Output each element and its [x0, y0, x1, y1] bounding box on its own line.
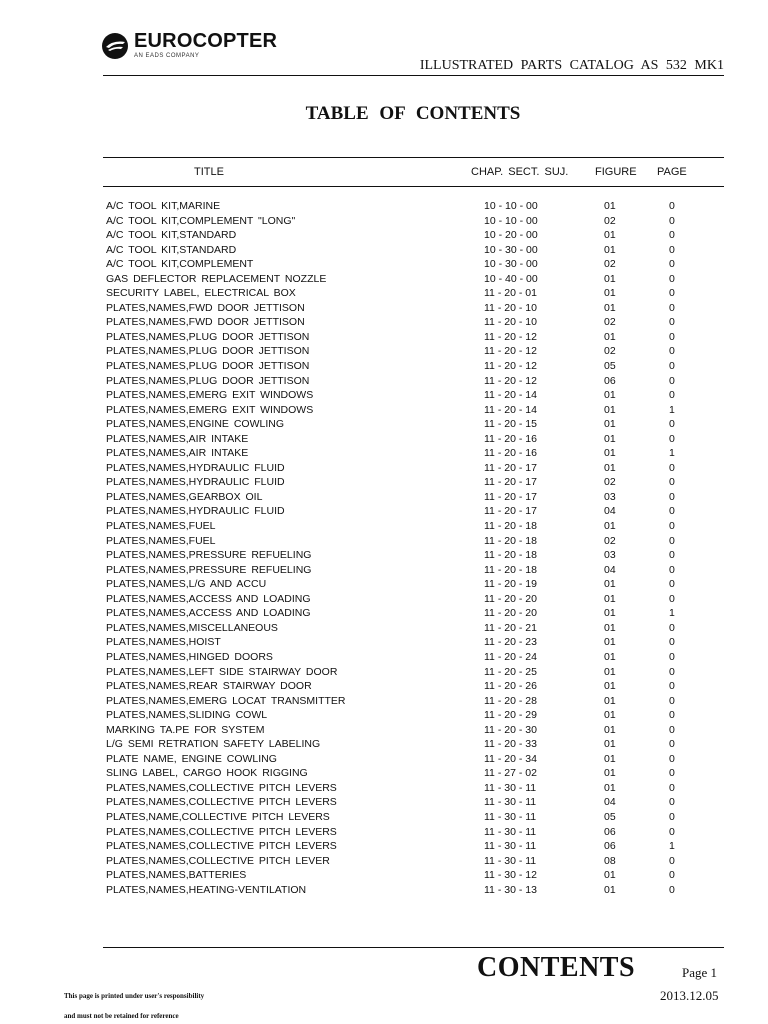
- row-page: 0: [669, 520, 675, 533]
- row-chapter: 10 - 20 - 00: [484, 229, 538, 242]
- table-row: [0, 374, 768, 389]
- row-figure: 04: [604, 796, 616, 809]
- disclaimer-line-1: This page is printed under user's responsibility: [64, 992, 205, 1000]
- table-row: [0, 810, 768, 825]
- table-row: [0, 272, 768, 287]
- table-row: [0, 795, 768, 810]
- row-title: PLATES,NAMES,HOIST: [106, 636, 221, 649]
- row-title: PLATES,NAMES,HYDRAULIC FLUID: [106, 461, 285, 474]
- row-title: SECURITY LABEL, ELECTRICAL BOX: [106, 287, 296, 300]
- row-page: 0: [669, 883, 675, 896]
- row-page: 0: [669, 534, 675, 547]
- row-figure: 02: [604, 534, 616, 547]
- row-page: 0: [669, 869, 675, 882]
- table-row: [0, 679, 768, 694]
- table-row: [0, 839, 768, 854]
- footer-divider: [103, 947, 724, 948]
- row-title: A/C TOOL KIT,COMPLEMENT "LONG": [106, 214, 296, 227]
- table-row: [0, 825, 768, 840]
- row-page: 0: [669, 680, 675, 693]
- table-header-top-rule: [103, 157, 724, 158]
- row-chapter: 11 - 20 - 24: [484, 650, 537, 663]
- row-title: PLATES,NAMES,EMERG LOCAT TRANSMITTER: [106, 694, 346, 707]
- row-title: PLATES,NAMES,PLUG DOOR JETTISON: [106, 345, 310, 358]
- row-page: 0: [669, 316, 675, 329]
- row-chapter: 11 - 20 - 25: [484, 665, 537, 678]
- table-row: [0, 199, 768, 214]
- table-row: [0, 534, 768, 549]
- row-title: PLATES,NAMES,FWD DOOR JETTISON: [106, 316, 305, 329]
- row-title: GAS DEFLECTOR REPLACEMENT NOZZLE: [106, 272, 327, 285]
- row-title: PLATES,NAMES,MISCELLANEOUS: [106, 621, 278, 634]
- row-chapter: 11 - 20 - 18: [484, 534, 537, 547]
- row-page: 0: [669, 374, 675, 387]
- row-title: PLATES,NAMES,COLLECTIVE PITCH LEVER: [106, 854, 330, 867]
- row-title: PLATES,NAMES,PLUG DOOR JETTISON: [106, 360, 310, 373]
- row-figure: 01: [604, 403, 616, 416]
- row-title: PLATES,NAMES,COLLECTIVE PITCH LEVERS: [106, 825, 337, 838]
- row-page: 0: [669, 767, 675, 780]
- table-header-bottom-rule: [103, 186, 724, 187]
- table-row: [0, 490, 768, 505]
- row-page: 0: [669, 214, 675, 227]
- row-page: 0: [669, 287, 675, 300]
- row-title: PLATES,NAMES,HYDRAULIC FLUID: [106, 505, 285, 518]
- row-title: L/G SEMI RETRATION SAFETY LABELING: [106, 738, 321, 751]
- row-chapter: 11 - 20 - 18: [484, 563, 537, 576]
- row-page: 0: [669, 825, 675, 838]
- row-figure: 01: [604, 520, 616, 533]
- table-row: [0, 315, 768, 330]
- row-chapter: 11 - 20 - 14: [484, 403, 537, 416]
- row-title: PLATES,NAMES,FWD DOOR JETTISON: [106, 301, 305, 314]
- row-title: PLATES,NAMES,PLUG DOOR JETTISON: [106, 374, 310, 387]
- row-chapter: 11 - 20 - 19: [484, 578, 537, 591]
- table-row: [0, 665, 768, 680]
- row-figure: 01: [604, 592, 616, 605]
- table-row: [0, 621, 768, 636]
- row-title: PLATES,NAMES,EMERG EXIT WINDOWS: [106, 403, 314, 416]
- row-figure: 02: [604, 476, 616, 489]
- row-chapter: 11 - 30 - 12: [484, 869, 537, 882]
- row-page: 0: [669, 432, 675, 445]
- row-page: 0: [669, 229, 675, 242]
- table-row: [0, 504, 768, 519]
- row-page: 0: [669, 272, 675, 285]
- table-row: [0, 854, 768, 869]
- row-figure: 04: [604, 563, 616, 576]
- row-chapter: 11 - 20 - 29: [484, 709, 537, 722]
- row-figure: 01: [604, 709, 616, 722]
- table-row: [0, 723, 768, 738]
- row-title: PLATES,NAMES,HEATING-VENTILATION: [106, 883, 307, 896]
- row-chapter: 11 - 20 - 17: [484, 461, 537, 474]
- table-row: [0, 883, 768, 898]
- revision-date: 2013.12.05: [660, 988, 719, 1003]
- row-page: 1: [669, 447, 675, 460]
- row-chapter: 11 - 20 - 26: [484, 680, 537, 693]
- row-title: PLATES,NAMES,GEARBOX OIL: [106, 490, 263, 503]
- row-page: 0: [669, 505, 675, 518]
- row-title: PLATES,NAMES,L/G AND ACCU: [106, 578, 267, 591]
- column-header-figure: FIGURE: [595, 166, 637, 178]
- page-title: TABLE OF CONTENTS: [305, 103, 521, 124]
- table-row: [0, 577, 768, 592]
- row-title: MARKING TA.PE FOR SYSTEM: [106, 723, 265, 736]
- table-row: [0, 446, 768, 461]
- row-figure: 01: [604, 578, 616, 591]
- row-figure: 01: [604, 738, 616, 751]
- row-figure: 06: [604, 825, 616, 838]
- row-chapter: 11 - 20 - 18: [484, 549, 537, 562]
- row-chapter: 11 - 30 - 11: [484, 840, 537, 853]
- row-figure: 01: [604, 330, 616, 343]
- row-title: PLATES,NAMES,PRESSURE REFUELING: [106, 563, 312, 576]
- row-chapter: 11 - 30 - 11: [484, 810, 537, 823]
- column-header-chap: CHAP. SECT. SUJ.: [471, 166, 569, 178]
- row-figure: 01: [604, 869, 616, 882]
- table-row: [0, 752, 768, 767]
- row-chapter: 11 - 30 - 11: [484, 825, 537, 838]
- row-title: PLATES,NAMES,ACCESS AND LOADING: [106, 592, 311, 605]
- row-chapter: 11 - 27 - 02: [484, 767, 537, 780]
- table-row: [0, 257, 768, 272]
- row-chapter: 11 - 30 - 11: [484, 854, 537, 867]
- row-page: 0: [669, 578, 675, 591]
- row-title: A/C TOOL KIT,STANDARD: [106, 229, 237, 242]
- row-page: 0: [669, 636, 675, 649]
- row-figure: 01: [604, 418, 616, 431]
- row-figure: 01: [604, 781, 616, 794]
- row-figure: 02: [604, 316, 616, 329]
- row-title: PLATES,NAMES,FUEL: [106, 520, 216, 533]
- table-row: [0, 388, 768, 403]
- table-row: [0, 228, 768, 243]
- table-row: [0, 650, 768, 665]
- row-title: PLATES,NAMES,COLLECTIVE PITCH LEVERS: [106, 796, 337, 809]
- row-page: 0: [669, 650, 675, 663]
- row-page: 0: [669, 694, 675, 707]
- row-figure: 01: [604, 636, 616, 649]
- table-row: [0, 708, 768, 723]
- row-page: 0: [669, 330, 675, 343]
- row-page: 0: [669, 476, 675, 489]
- row-page: 0: [669, 563, 675, 576]
- row-page: 0: [669, 781, 675, 794]
- row-page: 0: [669, 854, 675, 867]
- row-figure: 01: [604, 447, 616, 460]
- row-chapter: 11 - 20 - 28: [484, 694, 537, 707]
- row-figure: 01: [604, 883, 616, 896]
- eurocopter-logo-icon: [101, 32, 129, 60]
- row-chapter: 11 - 20 - 23: [484, 636, 537, 649]
- row-page: 0: [669, 592, 675, 605]
- row-figure: 01: [604, 432, 616, 445]
- row-title: PLATES,NAMES,PRESSURE REFUELING: [106, 549, 312, 562]
- row-page: 0: [669, 738, 675, 751]
- table-row: [0, 606, 768, 621]
- row-chapter: 11 - 20 - 14: [484, 389, 537, 402]
- row-chapter: 11 - 20 - 15: [484, 418, 537, 431]
- table-row: [0, 417, 768, 432]
- row-chapter: 11 - 20 - 18: [484, 520, 537, 533]
- row-chapter: 11 - 30 - 11: [484, 781, 537, 794]
- row-chapter: 11 - 30 - 13: [484, 883, 537, 896]
- row-title: PLATES,NAMES,BATTERIES: [106, 869, 247, 882]
- row-title: PLATES,NAMES,SLIDING COWL: [106, 709, 268, 722]
- table-row: [0, 214, 768, 229]
- row-figure: 02: [604, 258, 616, 271]
- row-page: 0: [669, 490, 675, 503]
- row-title: PLATES,NAMES,COLLECTIVE PITCH LEVERS: [106, 840, 337, 853]
- table-row: [0, 592, 768, 607]
- row-page: 0: [669, 796, 675, 809]
- row-title: PLATES,NAMES,AIR INTAKE: [106, 447, 249, 460]
- row-chapter: 11 - 20 - 20: [484, 607, 537, 620]
- row-figure: 02: [604, 214, 616, 227]
- row-figure: 05: [604, 810, 616, 823]
- table-row: [0, 461, 768, 476]
- row-title: PLATES,NAMES,ENGINE COWLING: [106, 418, 285, 431]
- table-row: [0, 243, 768, 258]
- row-chapter: 11 - 20 - 12: [484, 374, 537, 387]
- row-page: 1: [669, 607, 675, 620]
- row-page: 0: [669, 549, 675, 562]
- row-chapter: 11 - 20 - 16: [484, 432, 537, 445]
- row-page: 1: [669, 840, 675, 853]
- table-row: [0, 344, 768, 359]
- row-chapter: 11 - 20 - 01: [484, 287, 537, 300]
- row-page: 0: [669, 345, 675, 358]
- page-number: Page 1: [682, 965, 718, 980]
- row-figure: 01: [604, 767, 616, 780]
- row-figure: 01: [604, 723, 616, 736]
- row-chapter: 11 - 20 - 16: [484, 447, 537, 460]
- table-row: [0, 694, 768, 709]
- row-figure: 01: [604, 389, 616, 402]
- row-chapter: 10 - 10 - 00: [484, 214, 538, 227]
- row-title: A/C TOOL KIT,STANDARD: [106, 243, 237, 256]
- row-chapter: 11 - 20 - 17: [484, 476, 537, 489]
- brand-name: EUROCOPTER: [134, 30, 278, 52]
- row-title: PLATES,NAMES,REAR STAIRWAY DOOR: [106, 680, 312, 693]
- row-chapter: 10 - 10 - 00: [484, 200, 538, 212]
- row-page: 0: [669, 752, 675, 765]
- row-page: 0: [669, 709, 675, 722]
- row-figure: 01: [604, 229, 616, 242]
- row-page: 1: [669, 403, 675, 416]
- row-page: 0: [669, 461, 675, 474]
- row-chapter: 11 - 20 - 17: [484, 505, 537, 518]
- table-row: [0, 432, 768, 447]
- row-title: PLATES,NAMES,ACCESS AND LOADING: [106, 607, 311, 620]
- contents-table: [0, 199, 768, 897]
- row-chapter: 11 - 20 - 33: [484, 738, 537, 751]
- disclaimer-line-2: and must not be retained for reference: [64, 1012, 179, 1020]
- row-chapter: 10 - 30 - 00: [484, 258, 538, 271]
- row-page: 0: [669, 243, 675, 256]
- brand-logo: [101, 30, 301, 64]
- table-row: [0, 301, 768, 316]
- row-chapter: 11 - 20 - 17: [484, 490, 537, 503]
- row-chapter: 11 - 20 - 30: [484, 723, 537, 736]
- row-page: 0: [669, 665, 675, 678]
- row-figure: 01: [604, 461, 616, 474]
- row-chapter: 11 - 20 - 10: [484, 316, 537, 329]
- table-row: [0, 330, 768, 345]
- header-divider: [103, 75, 724, 76]
- row-title: A/C TOOL KIT,MARINE: [106, 200, 221, 212]
- table-row: [0, 359, 768, 374]
- row-page: 0: [669, 200, 675, 212]
- row-figure: 01: [604, 752, 616, 765]
- row-chapter: 10 - 30 - 00: [484, 243, 538, 256]
- table-row: [0, 766, 768, 781]
- table-row: [0, 519, 768, 534]
- table-row: [0, 286, 768, 301]
- row-figure: 01: [604, 287, 616, 300]
- row-figure: 01: [604, 200, 616, 212]
- row-figure: 03: [604, 490, 616, 503]
- table-row: [0, 781, 768, 796]
- row-title: PLATES,NAMES,FUEL: [106, 534, 216, 547]
- row-figure: 01: [604, 680, 616, 693]
- table-row: [0, 635, 768, 650]
- row-title: PLATES,NAMES,HINGED DOORS: [106, 650, 273, 663]
- row-title: SLING LABEL, CARGO HOOK RIGGING: [106, 767, 308, 780]
- table-row: [0, 403, 768, 418]
- row-title: PLATES,NAMES,AIR INTAKE: [106, 432, 249, 445]
- catalog-title: ILLUSTRATED PARTS CATALOG AS 532 MK1: [419, 58, 724, 73]
- row-figure: 08: [604, 854, 616, 867]
- row-title: PLATES,NAMES,COLLECTIVE PITCH LEVERS: [106, 781, 337, 794]
- row-chapter: 10 - 40 - 00: [484, 272, 538, 285]
- table-row: [0, 475, 768, 490]
- row-figure: 01: [604, 301, 616, 314]
- brand-subtitle: AN EADS COMPANY: [134, 53, 200, 59]
- row-chapter: 11 - 20 - 21: [484, 621, 537, 634]
- row-title: PLATES,NAMES,HYDRAULIC FLUID: [106, 476, 285, 489]
- row-figure: 05: [604, 360, 616, 373]
- row-title: PLATES,NAMES,PLUG DOOR JETTISON: [106, 330, 310, 343]
- row-figure: 06: [604, 374, 616, 387]
- row-figure: 04: [604, 505, 616, 518]
- row-page: 0: [669, 810, 675, 823]
- row-figure: 06: [604, 840, 616, 853]
- row-figure: 03: [604, 549, 616, 562]
- row-chapter: 11 - 20 - 12: [484, 330, 537, 343]
- row-figure: 01: [604, 607, 616, 620]
- footer-contents-label: CONTENTS: [477, 952, 636, 983]
- row-page: 0: [669, 360, 675, 373]
- row-figure: 01: [604, 650, 616, 663]
- table-row: [0, 563, 768, 578]
- row-title: PLATE NAME, ENGINE COWLING: [106, 752, 277, 765]
- row-title: PLATES,NAME,COLLECTIVE PITCH LEVERS: [106, 810, 330, 823]
- row-figure: 02: [604, 345, 616, 358]
- column-header-title: TITLE: [194, 166, 224, 178]
- table-row: [0, 868, 768, 883]
- row-chapter: 11 - 20 - 34: [484, 752, 537, 765]
- row-page: 0: [669, 258, 675, 271]
- row-chapter: 11 - 20 - 12: [484, 345, 537, 358]
- row-figure: 01: [604, 272, 616, 285]
- row-figure: 01: [604, 621, 616, 634]
- row-chapter: 11 - 20 - 12: [484, 360, 537, 373]
- row-page: 0: [669, 723, 675, 736]
- column-header-page: PAGE: [657, 166, 687, 178]
- row-figure: 01: [604, 243, 616, 256]
- row-title: PLATES,NAMES,LEFT SIDE STAIRWAY DOOR: [106, 665, 338, 678]
- row-page: 0: [669, 389, 675, 402]
- row-chapter: 11 - 30 - 11: [484, 796, 537, 809]
- table-row: [0, 737, 768, 752]
- row-page: 0: [669, 418, 675, 431]
- row-figure: 01: [604, 665, 616, 678]
- table-row: [0, 548, 768, 563]
- row-figure: 01: [604, 694, 616, 707]
- row-title: PLATES,NAMES,EMERG EXIT WINDOWS: [106, 389, 314, 402]
- row-title: A/C TOOL KIT,COMPLEMENT: [106, 258, 254, 271]
- row-chapter: 11 - 20 - 10: [484, 301, 537, 314]
- row-page: 0: [669, 621, 675, 634]
- row-page: 0: [669, 301, 675, 314]
- row-chapter: 11 - 20 - 20: [484, 592, 537, 605]
